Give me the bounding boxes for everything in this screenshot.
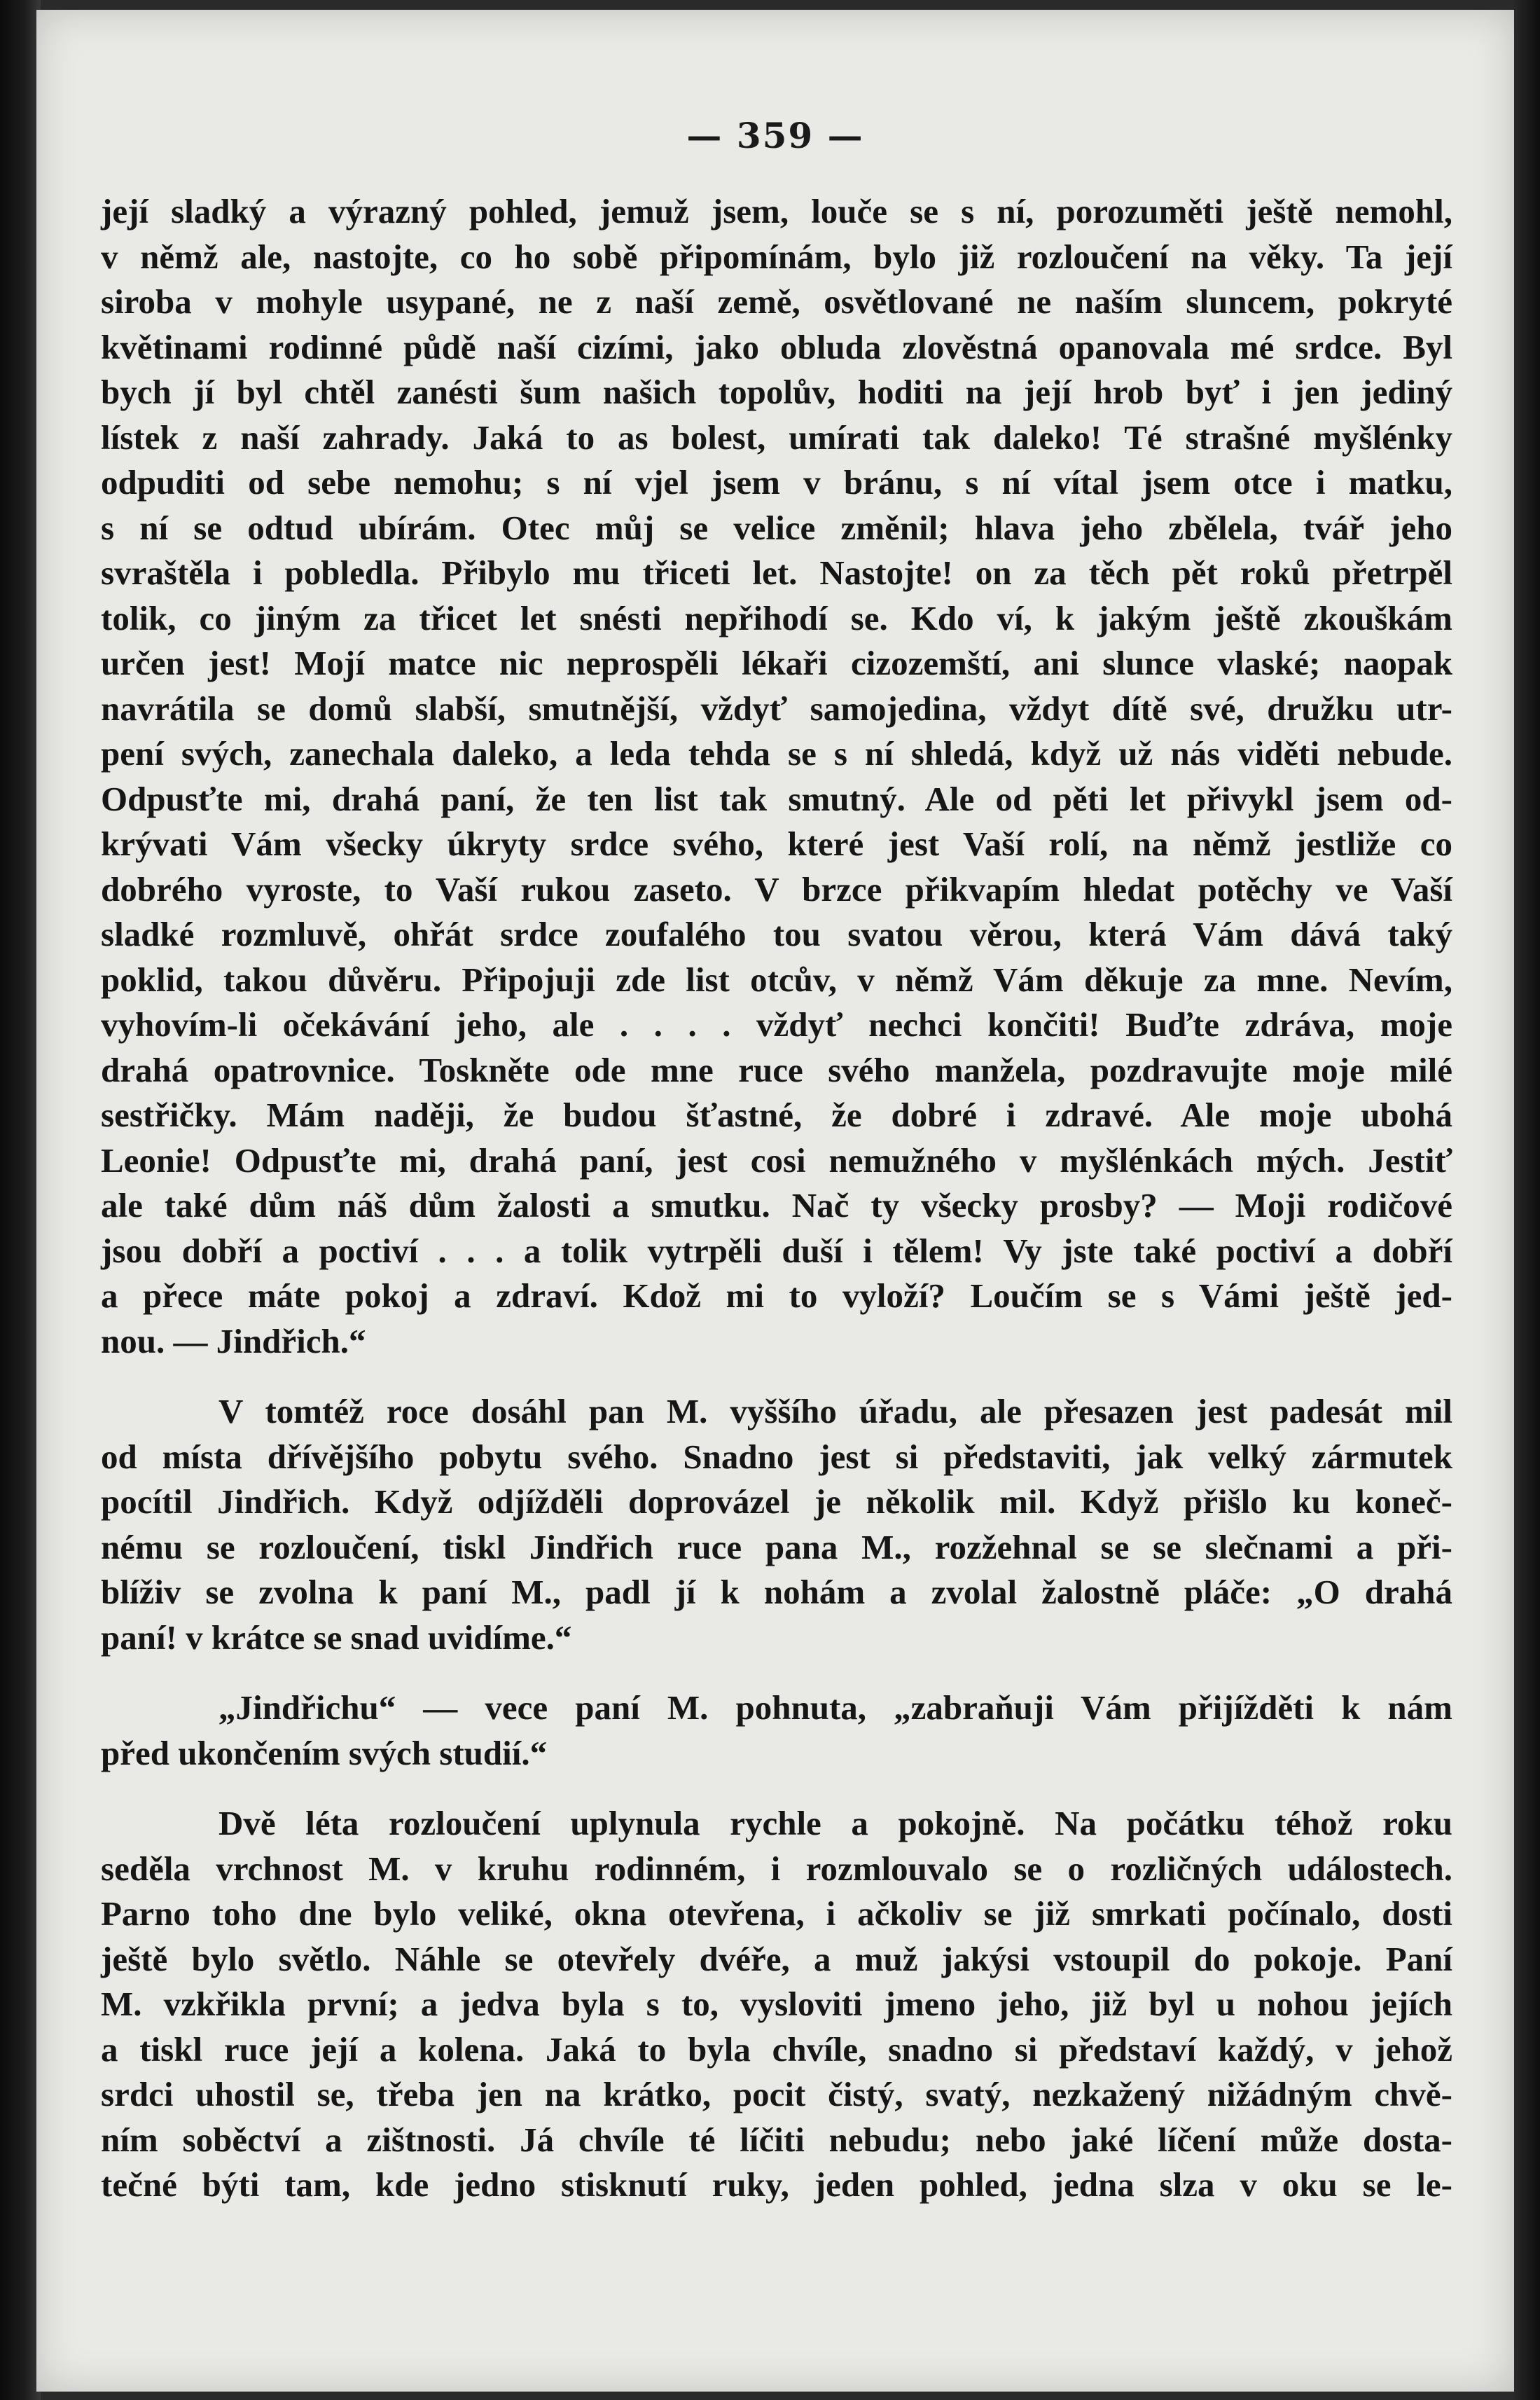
text-line: od místa dřívějšího pobytu svého. Snadno jest si představiti, jak velký zármutek — [101, 1437, 1452, 1476]
text-line: tečné býti tam, kde jedno stisknutí ruky, jeden pohled, jedna slza v oku se le- — [101, 2165, 1452, 2204]
text-line: Parno toho dne bylo veliké, okna otevřena, i ačkoliv se již smrkati počínalo, dosti — [101, 1894, 1452, 1933]
paragraph-gap — [101, 1776, 1452, 1801]
scan-edge-right — [1512, 0, 1540, 2400]
text-line: nou. — Jindřich.“ — [101, 1321, 366, 1360]
text-line: siroba v mohyle usypané, ne z naší země, osvětlované ne naším sluncem, pokryté — [101, 282, 1452, 321]
paragraph — [101, 189, 1452, 1364]
text-line: svraštěla i pobledla. Přibylo mu třiceti let. Nastojte! on za těch pět roků přetrpěl — [101, 553, 1452, 592]
text-line: s ní se odtud ubírám. Otec můj se velice změnil; hlava jeho zbělela, tvář jeho — [101, 508, 1452, 547]
paragraph — [101, 1801, 1452, 2208]
text-line: dobrého vyroste, to Vaší rukou zaseto. V brzce přikvapím hledat potěchy ve Vaší — [101, 869, 1452, 909]
text-line: vyhovím-li očekávání jeho, ale . . . . vždyť nechci končiti! Buďte zdráva, moje — [101, 1005, 1452, 1044]
text-line: ale také dům náš dům žalosti a smutku. Nač ty všecky prosby? — Moji rodičové — [101, 1186, 1452, 1225]
book-page — [36, 10, 1514, 2392]
text-line: odpuditi od sebe nemohu; s ní vjel jsem v bránu, s ní vítal jsem otce i matku, — [101, 463, 1452, 502]
page-number: — 359 — — [686, 115, 864, 156]
text-line: před ukončením svých studií.“ — [101, 1733, 548, 1772]
text-line: tolik, co jiným za třicet let snésti nepřihodí se. Kdo ví, k jakým ještě zkouškám — [101, 598, 1452, 637]
text-line: navrátila se domů slabší, smutnější, vždyť samojedina, vždyt dítě své, družku utr- — [101, 689, 1452, 728]
text-line: lístek z naší zahrady. Jaká to as bolest, umírati tak daleko! Té strašné myšlénky — [101, 418, 1452, 457]
text-line: bych jí byl chtěl zanésti šum našich topolův, hoditi na její hrob byť i jen jediný — [101, 373, 1452, 411]
paragraph — [101, 1389, 1452, 1660]
text-line: paní! v krátce se snad uvidíme.“ — [101, 1618, 572, 1657]
text-line: poklid, takou důvěru. Připojuji zde list otcův, v němž Vám děkuje za mne. Nevím, — [101, 960, 1452, 999]
text-line: seděla vrchnost M. v kruhu rodinném, i rozmlouvalo se o rozličných událostech. — [101, 1849, 1452, 1888]
text-line: ještě bylo světlo. Náhle se otevřely dvéře, a muž jakýsi vstoupil do pokoje. Paní — [101, 1939, 1452, 1978]
text-line: Odpusťte mi, drahá paní, že ten list tak smutný. Ale od pěti let přivykl jsem od- — [101, 779, 1452, 818]
text-line: určen jest! Mojí matce nic neprospěli lékaři cizozemští, ani slunce vlaské; naopak — [101, 644, 1452, 682]
text-line: srdci uhostil se, třeba jen na krátko, pocit čistý, svatý, nezkažený nižádným chvě- — [101, 2075, 1452, 2113]
paragraph-gap — [101, 1364, 1452, 1389]
text-line: blíživ se zvolna k paní M., padl jí k nohám a zvolal žalostně pláče: „O drahá — [101, 1573, 1452, 1611]
text-line: nému se rozloučení, tiskl Jindřich ruce pana M., rozžehnal se se slečnami a při- — [101, 1527, 1452, 1566]
text-line: krývati Vám všecky úkryty srdce svého, které jest Vaší rolí, na němž jestliže co — [101, 825, 1452, 863]
text-line: Dvě léta rozloučení uplynula rychle a pokojně. Na počátku téhož roku — [218, 1804, 1452, 1842]
text-line: a tiskl ruce její a kolena. Jaká to byla chvíle, snadno si představí každý, v jehož — [101, 2029, 1452, 2069]
text-line: v němž ale, nastojte, co ho sobě připomínám, bylo již rozloučení na věky. Ta její — [101, 237, 1452, 276]
scan-edge-left — [0, 0, 41, 2400]
body-text — [101, 189, 1452, 2208]
text-line: květinami rodinné půdě naší cizími, jako obluda zlověstná opanovala mé srdce. Byl — [101, 327, 1452, 366]
text-line: a přece máte pokoj a zdraví. Kdož mi to vyloží? Loučím se s Vámi ještě jed- — [101, 1276, 1452, 1315]
text-line: její sladký a výrazný pohled, jemuž jsem, louče se s ní, porozuměti ještě nemohl, — [101, 192, 1452, 230]
paragraph — [101, 1685, 1452, 1776]
text-line: sestřičky. Mám naději, že budou šťastné, že dobré i zdravé. Ale moje ubohá — [101, 1096, 1452, 1134]
text-line: pení svých, zanechala daleko, a leda tehda se s ní shledá, když už nás viděti nebude. — [101, 734, 1452, 773]
text-line: pocítil Jindřich. Když odjížděli doprovázel je několik mil. Když přišlo ku koneč- — [101, 1482, 1452, 1521]
text-line: V tomtéž roce dosáhl pan M. vyššího úřadu, ale přesazen jest padesát mil — [218, 1392, 1452, 1430]
text-line: jsou dobří a poctiví . . . a tolik vytrpěli duší i tělem! Vy jste také poctiví a dobří — [101, 1231, 1452, 1270]
text-line: ním soběctví a zištnosti. Já chvíle té líčiti nebudu; nebo jaké líčení může dosta- — [101, 2120, 1452, 2159]
text-line: sladké rozmluvě, ohřát srdce zoufalého tou svatou věrou, která Vám dává taký — [101, 915, 1452, 953]
text-line: Leonie! Odpusťte mi, drahá paní, jest cosi nemužného v myšlénkách mých. Jestiť — [101, 1140, 1452, 1180]
paragraph-gap — [101, 1660, 1452, 1685]
text-line: M. vzkřikla první; a jedva byla s to, vysloviti jmeno jeho, již byl u nohou jejích — [101, 1985, 1452, 2023]
text-line: drahá opatrovnice. Toskněte ode mne ruce svého manžela, pozdravujte moje milé — [101, 1050, 1452, 1089]
text-line: „Jindřichu“ — vece paní M. pohnuta, „zabraňuji Vám přijížděti k nám — [218, 1688, 1452, 1727]
